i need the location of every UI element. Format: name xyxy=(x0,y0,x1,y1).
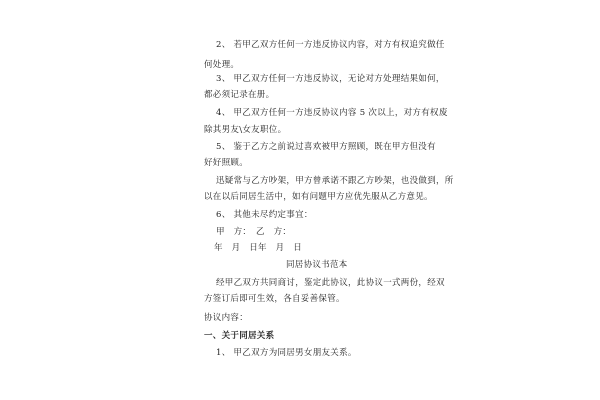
clause-6: 6、 其他未尽约定事宜： xyxy=(216,210,313,220)
clause-4-line-2: 除其男友\女友职位。 xyxy=(204,125,287,135)
section-1-heading: 一、关于同居关系 xyxy=(204,331,275,341)
date-party-a: 年 月 日 xyxy=(214,243,259,253)
date-party-b: 年 月 日 xyxy=(258,243,303,253)
intro-line-2: 方签订后即可生效，各自妥善保管。 xyxy=(204,294,345,304)
clause-5-line-1: 5、 鉴于乙方之前说过喜欢被甲方照顾，既在甲方但没有 xyxy=(216,142,436,152)
clause-3-line-2: 都必须记录在册。 xyxy=(204,90,275,100)
clause-5-line-2: 好好照顾。 xyxy=(204,158,249,168)
clause-4-line-1: 4、 甲乙双方任何一方违反协议内容 5 次以上，对方有权废 xyxy=(216,108,448,118)
signature-party-b: 乙 方： xyxy=(256,227,292,237)
clause-3-line-1: 3、 甲乙双方任何一方违反协议，无论对方处理结果如何， xyxy=(216,74,445,84)
section-1-item-1: 1、 甲乙双方为同居男女朋友关系。 xyxy=(216,348,357,358)
document-title: 同居协议书范本 xyxy=(286,260,348,270)
clause-2-line-1: 2、 若甲乙双方任何一方违反协议内容，对方有权追究做任 xyxy=(216,40,445,50)
intro-line-1: 经甲乙双方共同商讨，鉴定此协议，此协议一式两份，经双 xyxy=(216,278,445,288)
signature-party-a: 甲 方： xyxy=(216,227,252,237)
content-label: 协议内容： xyxy=(204,313,249,323)
clause-5-extra-line-2: 以在以后同居生活中，如有问题甲方应优先服从乙方意见。 xyxy=(204,192,433,202)
clause-2-line-2: 何处理。 xyxy=(204,60,240,70)
clause-5-extra-line-1: 迅疑常与乙方吵架，甲方曾承诺不跟乙方吵架，也没做到，所 xyxy=(216,176,454,186)
